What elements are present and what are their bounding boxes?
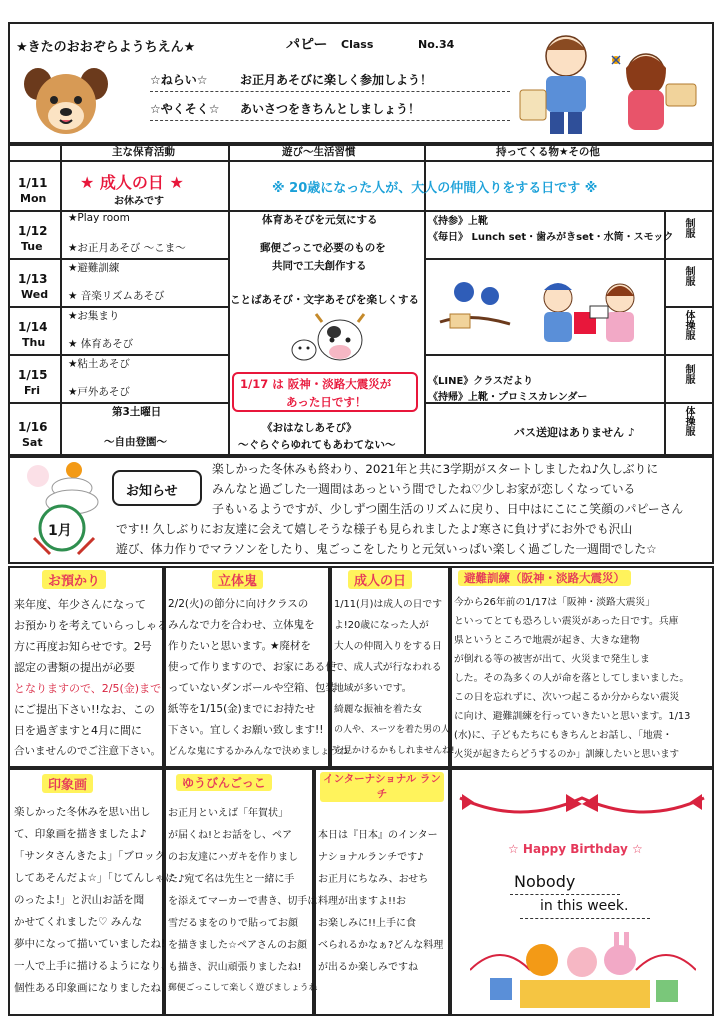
activity-1-14-a: ★お集まり [68,310,120,322]
items-3: 《LINE》クラスだより [428,376,533,387]
life-1: 体育あそびを元気にする [262,214,378,226]
items-2: 《毎日》 Lunch set・歯みがきset・水筒・スモック [428,232,674,243]
birthday-line-1: Nobody [514,872,576,891]
date-1-13: 1/13 [18,272,48,286]
activity-1-16-b: ～自由登園～ [104,436,167,448]
lunch-line-4: 料理が出ますよ!!お [318,896,407,907]
activity-1-13-a: ★避難訓練 [68,262,120,274]
yubin-line-1: お正月といえば「年賀状」 [168,808,288,819]
dow-1-12: Tue [21,240,43,253]
inshoga-line-4: してあそんだよ☆」「じてんしゃに [14,872,176,884]
col-life-header: 遊び～生活習慣 [282,146,356,158]
seijin-line-5: 地域が多いです。 [334,683,412,694]
lunch-line-5: お楽しみに!!上手に食 [318,918,417,929]
oni-line-1: 2/2(火)の節分に向けクラスの [168,598,309,610]
azukari-line-7: 日を過ぎますと4月に間に [14,724,142,737]
birthday-line-2: in this week. [540,898,629,914]
date-1-16: 1/16 [18,420,48,434]
birthday-underline-2 [520,918,650,919]
dog-mascot-icon [22,62,110,142]
postman-kids-illustration [430,262,660,352]
class-label: Class [341,38,374,51]
activity-1-13-b: ★ 音楽リズムあそび [68,290,165,302]
lunch-line-6: べられるかなぁ?どんな料理 [318,940,444,951]
azukari-line-3: 方に再度お知らせです。2号 [14,640,152,653]
yubin-line-8: も描き、沢山頑張りましたね! [168,962,302,973]
inshoga-line-1: 楽しかった冬休みを思い出し [14,806,151,818]
seijin-line-8: を見かけるかもしれませんね! [334,746,455,756]
hinan-line-2: といってとても恐ろしい震災があった日です。兵庫 [454,616,679,627]
birthday-animals-illustration [470,920,696,1010]
notice-line-1: 楽しかった冬休みも終わり、2021年と共に3学期がスタートしましたね♪久しぶりに [212,462,659,476]
seijin-line-1: 1/11(月)は成人の日です [334,599,443,610]
dow-1-13: Wed [21,288,49,301]
promise-text: あいさつをきちんとしましょう！ [240,102,421,116]
holiday-title: ★ 成人の日 ★ [80,173,184,192]
wear-1-14: 体操服 [683,310,694,340]
quake-note-2: あった日です！ [286,395,367,409]
hinan-line-5: した。その為多くの人が命を落としてしまいました。 [454,673,690,684]
activity-1-12-a: ★Play room [68,212,130,224]
date-1-11: 1/11 [18,176,48,190]
notice-line-4: です!! 久しぶりにお友達に会えて嬉しそうな様子も見られましたよ♪寒さに負けずにお外でも沢山 [116,522,633,536]
dow-1-11: Mon [20,192,47,205]
azukari-line-6: にご提出下さい!!なお、この [14,703,155,716]
quake-note-1: 1/17 は 阪神・淡路大震災が [240,377,392,391]
life-2: 郵便ごっこで必要のものを [260,242,386,254]
hinan-line-3: 県というところで地震が起き、大きな建物 [454,635,640,646]
article-title-yubin: ゆうびんごっこ [176,774,272,791]
story-text: ～ぐらぐらゆれてもあわてない～ [238,439,396,451]
dow-1-16: Sat [22,436,43,449]
seijin-line-7: の人や、スーツを着た男の人 [334,725,451,735]
yubin-line-2: が届くね!とお話をし、ペア [168,830,293,841]
oni-line-2: みんなで力を合わせ、立体鬼を [168,619,315,631]
lunch-line-2: ナショナルランチです♪ [318,852,424,863]
aim-underline [150,91,510,92]
article-title-hinan: 避難訓練（阪神・淡路大震災） [458,570,631,586]
kagami-mochi-icon [14,458,104,558]
bus-note: バス送迎はありません ♪ [514,426,635,439]
class-name: パピー [286,37,328,53]
notice-line-5: 遊び、体力作りでマラソンをしたり、鬼ごっこをしたりと元気いっぱい楽しく過ごした一週間でした☆ [116,542,657,556]
birthday-underline-1 [510,894,620,895]
oni-line-9: どんな鬼にするかみんなで決めましょうね [168,746,349,757]
school-name: ★きたのおおぞらようちえん★ [16,40,196,55]
items-4: 《持帰》上靴・プロミスカレンダー [428,392,588,403]
azukari-line-5: となりますので、2/5(金)まで [14,682,162,695]
oni-line-8: 下さい。宜しくお願い致します!! [168,724,324,736]
activity-1-15-b: ★戸外あそび [68,386,130,398]
article-title-inshoga: 印象画 [42,774,93,793]
lunch-line-7: が出るか楽しみですね [318,962,418,973]
notice-line-3: 子もいるようですが、少しずつ園生活のリズムに戻り、日中はにこにこ笑顔のパピーさん [212,502,684,516]
lunch-line-1: 本日は『日本』のインター [318,830,438,841]
wear-1-16: 体操服 [683,406,694,436]
date-1-14: 1/14 [18,320,48,334]
holiday-note: ※ 20歳になった人が、大人の仲間入りをする日です ※ [272,181,598,196]
yubin-line-3: のお友達にハガキを作りまし [168,852,298,863]
yubin-line-6: 雪だるまをのりで貼ってお顔 [168,918,298,929]
month-badge: 1月 [48,523,72,539]
ribbon-garland-icon [456,790,708,830]
article-title-lunch: インターナショナル ランチ [320,772,444,802]
yubin-line-5: を添えてマーカーで書き、切手は [168,896,318,907]
inshoga-line-3: 「サンタさんきたよ」「ブロック [14,850,166,862]
article-title-azukari: お預かり [42,570,106,589]
activity-1-15-a: ★粘土あそび [68,358,130,370]
col-activity-header: 主な保育活動 [112,146,175,158]
items-1: 《持参》上靴 [428,216,488,227]
aim-text: お正月あそびに楽しく参加しよう！ [240,73,433,87]
wear-1-12: 制服 [683,218,694,238]
hinan-line-8: (水)に、子どもたちにもきちんとお話し、「地震・ [454,730,673,741]
seijin-line-2: よ!20歳になった人が [334,620,429,631]
oni-line-6: っていないダンボールや空箱、包装 [168,682,336,694]
birthday-title: ☆ Happy Birthday ☆ [508,842,643,856]
seijin-line-4: で、成人式が行なわれる [334,662,442,673]
cow-mascot-icon [276,310,372,368]
aim-label: ☆ねらい☆ [150,73,208,87]
article-title-seijin: 成人の日 [348,570,412,589]
date-1-15: 1/15 [18,368,48,382]
hinan-line-9: 火災が起きたらどうするのか」訓練したいと思います [454,749,680,760]
oni-line-5: 使って作りますので、お家にある使 [168,661,336,673]
issue-number: No.34 [418,38,455,51]
inshoga-line-7: 夢中になって描いていましたね! [14,938,166,950]
story-title: 《おはなしあそび》 [262,422,357,434]
life-4: ことばあそび・文字あそびを楽しくする [230,294,419,306]
new-year-kids-illustration [516,28,706,140]
inshoga-line-6: かせてくれました♡ みんな [14,916,143,928]
oni-line-3: 作りたいと思います。 [168,640,273,652]
azukari-line-8: 合いませんのでご注意下さい。 [14,745,161,757]
activity-1-12-b: ★お正月あそび ～こま～ [68,242,186,254]
date-1-12: 1/12 [18,224,48,238]
holiday-sub: お休みです [114,196,164,207]
azukari-line-1: 来年度、年少さんになって [14,598,146,611]
inshoga-line-5: のったよ!」と沢山お話を聞 [14,894,145,906]
oni-line-7: 紙等を1/15(金)までにお持たせ [168,703,316,715]
hinan-line-6: この日を忘れずに、次いつ起こるか分からない震災 [454,692,680,703]
hinan-line-7: に向け、避難訓練を行っていきたいと思います。1/13 [454,711,691,722]
dow-1-15: Fri [24,384,41,397]
hinan-line-4: が倒れる等の被害が出て、火災まで発生しま [454,654,650,665]
life-3: 共同で工夫創作する [272,260,367,272]
hinan-line-1: 今から26年前の1/17は「阪神・淡路大震災」 [454,597,656,608]
seijin-line-3: 大人の仲間入りをする日 [334,641,442,652]
yubin-line-9: 郵便ごっこして楽しく遊びましょうね [168,983,318,993]
yubin-line-4: た♪宛て名は先生と一緒に手 [168,874,295,885]
activity-1-14-b: ★ 体育あそび [68,338,134,350]
col-items-header: 持ってくる物★その他 [496,146,600,158]
azukari-line-2: お預かりを考えていらっしゃる [14,619,168,632]
inshoga-line-9: 個性ある印象画になりましたね [14,982,161,994]
promise-underline [150,120,510,121]
lunch-line-3: お正月にちなみ、おせち [318,874,429,885]
wear-1-13: 制服 [683,266,694,286]
dow-1-14: Thu [22,336,46,349]
promise-label: ☆やくそく☆ [150,102,220,116]
notice-title: お知らせ [126,484,178,499]
activity-1-16-a: 第3土曜日 [112,406,162,418]
inshoga-line-2: て、印象画を描きましたよ♪ [14,828,147,840]
notice-line-2: みんなと過ごした一週間はあっという間でしたね♡少しお家が恋しくなっている [212,482,636,496]
yubin-line-7: を描きました☆ペアさんのお顔 [168,940,307,951]
seijin-line-6: 綺麗な振袖を着た女 [334,704,423,715]
oni-line-4: ★廃材を [270,640,311,652]
article-title-rittai-oni: 立体鬼 [212,570,263,589]
wear-1-15: 制服 [683,364,694,384]
azukari-line-4: 認定の書類の提出が必要 [14,661,135,674]
inshoga-line-8: 一人で上手に描けるようになり、 [14,960,172,972]
